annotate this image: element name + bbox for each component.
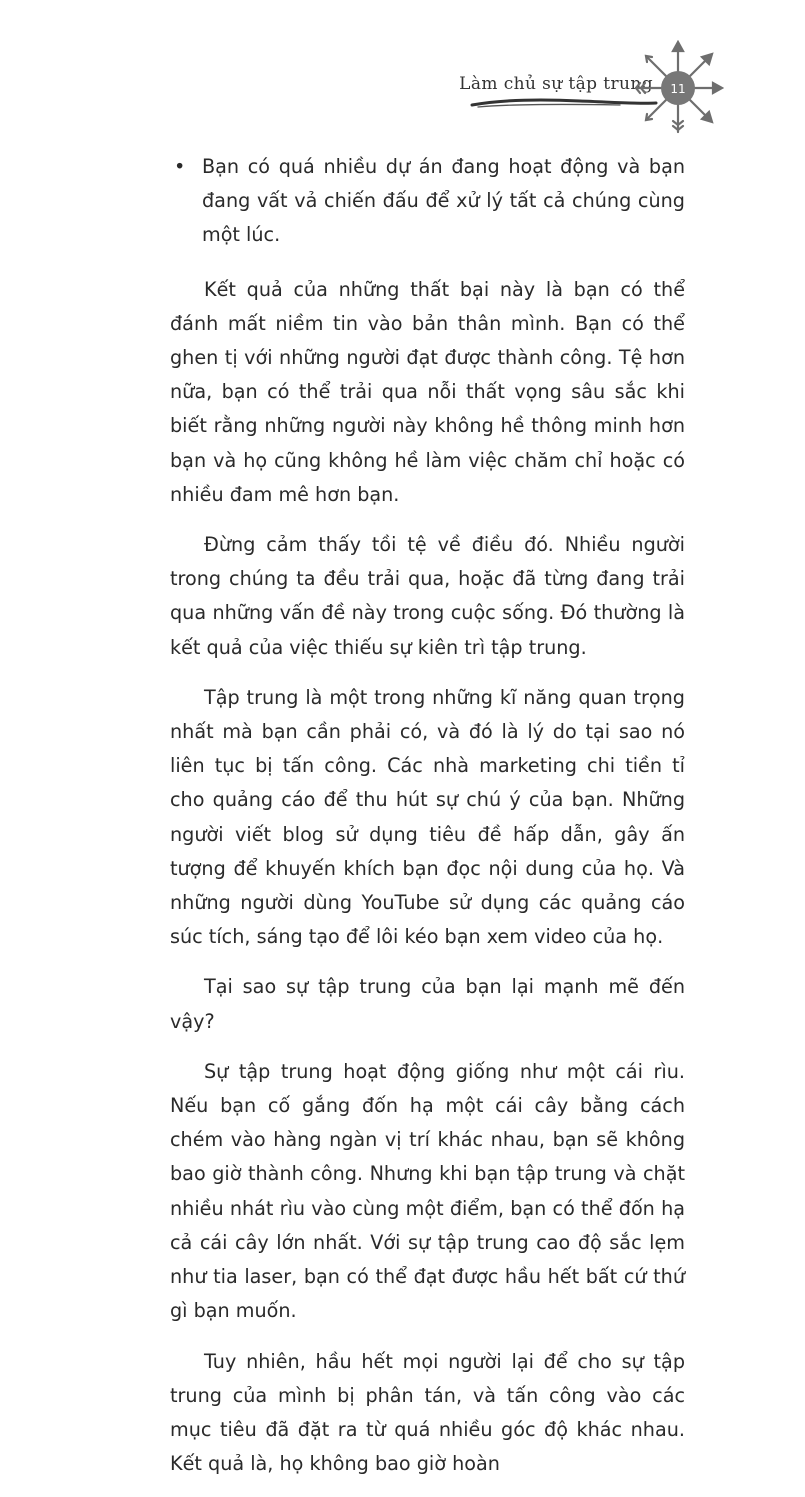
bullet-list-item — [170, 150, 685, 253]
paragraph: Tập trung là một trong những kĩ năng quan trọng nhất mà bạn cần phải có, và đó là lý do tại sao nó liên tục bị tấn công. Các nhà marketing chi tiền tỉ cho quảng cáo để thu hút sự chú ý của bạn. Những người viết blog sử dụng tiêu đề hấp dẫn, gây ấn tượng để khuyến khích bạn đọc nội dung của họ. Và những người dùng YouTube sử dụng các quảng cáo súc tích, sáng tạo để lôi kéo bạn xem video của họ. — [170, 685, 685, 949]
paragraph: Tuy nhiên, hầu hết mọi người lại để cho sự tập trung của mình bị phân tán, và tấn công vào các mục tiêu đã đặt ra từ quá nhiều góc độ khác nhau. Kết quả là, họ không bao giờ hoàn — [170, 1349, 685, 1476]
page-number: 11 — [670, 82, 686, 96]
paragraph: Kết quả của những thất bại này là bạn có thể đánh mất niềm tin vào bản thân mình. Bạn có thể ghen tị với những người đạt được thành công. Tệ hơn nữa, bạn có thể trải qua nỗi thất vọng sâu sắc khi biết rằng những người này không hề thông minh hơn bạn và họ cũng không hề làm việc chăm chỉ hoặc có nhiều đam mê hơn bạn. — [170, 277, 685, 506]
paragraph: Tại sao sự tập trung của bạn lại mạnh mẽ đến vậy? — [170, 975, 685, 1033]
bullet-marker: • — [174, 155, 186, 178]
paragraph: Đừng cảm thấy tồi tệ về điều đó. Nhiều người trong chúng ta đều trải qua, hoặc đã từng đang trải qua những vấn đề này trong cuộc sống. Đó thường là kết quả của việc thiếu sự kiên trì tập trung. — [170, 533, 685, 659]
page-header — [0, 0, 805, 140]
running-title: Làm chủ sự tập trung — [459, 74, 653, 94]
paragraph: Sự tập trung hoạt động giống như một cái rìu. Nếu bạn cố gắng đốn hạ một cái cây bằng cách chém vào hàng ngàn vị trí khác nhau, bạn sẽ không bao giờ thành công. Nhưng khi bạn tập trung và chặt nhiều nhát rìu vào cùng một điểm, bạn có thể đốn hạ cả cái cây lớn nhất. Với sự tập trung cao độ sắc lẹm như tia laser, bạn có thể đạt được hầu hết bất cứ thứ gì bạn muốn. — [170, 1059, 685, 1323]
bullet-text: Bạn có quá nhiều dự án đang hoạt động và bạn đang vất vả chiến đấu để xử lý tất cả chúng cùng một lúc. — [202, 155, 685, 247]
body-text — [170, 150, 685, 1497]
